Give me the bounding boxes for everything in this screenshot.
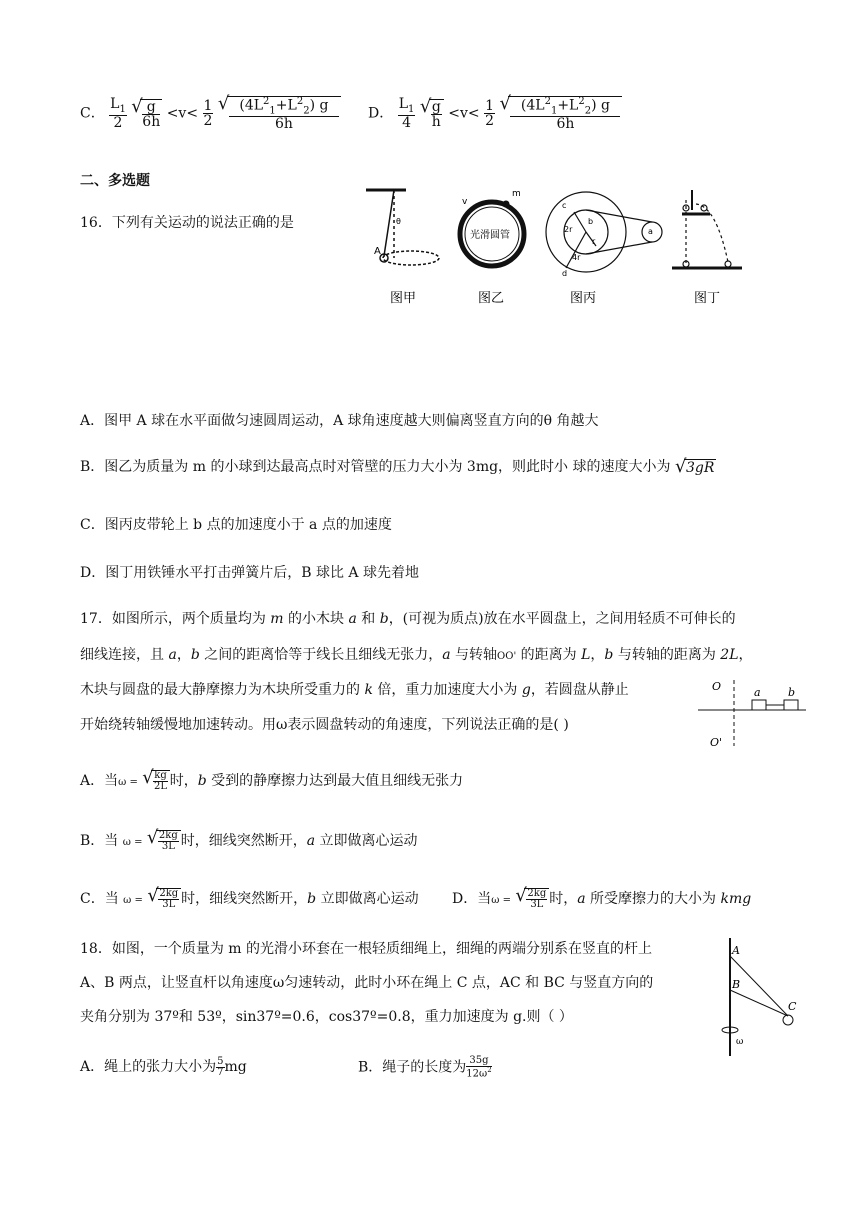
caption-ding: 图丁: [694, 291, 721, 306]
q17-figure: [698, 676, 810, 752]
caption-bing: 图丙: [570, 291, 597, 306]
q18-line2: A、B 两点，让竖直杆以角速度ω匀速转动，此时小环在绳上 C 点，AC 和 BC 与竖直方向的: [80, 975, 654, 991]
q17-line4: 开始绕转轴缓慢地加速转动。用ω表示圆盘转动的角速度，下列说法正确的是( ): [80, 717, 569, 733]
q17-option-d: D．当ω = √ $\frac{2kg}{3L}$ 时，a 所受摩擦力的大小为 kmg: [452, 888, 751, 910]
caption-jia: 图甲: [390, 291, 417, 306]
q17-line1: 17．如图所示，两个质量均为 m 的小木块 a 和 b，(可视为质点)放在水平圆盘上，之间用轻质不可伸长的: [80, 611, 736, 627]
label-m: m: [512, 189, 521, 199]
label-o-prime: O': [710, 736, 723, 749]
label-v: v: [462, 197, 468, 207]
option-d-top: D． $\frac{L_1}{4}$ √ $\frac{g}{h}$ <v< $\frac{1}{2}$ √ $\frac{(4L^2_1+L^2_2) g}{6h}$: [368, 96, 622, 131]
q17-line2: 细线连接，且 a，b 之间的距离恰等于线长且细线无张力，a 与转轴OO' 的距离为 L，b 与转轴的距离为 2L，: [80, 647, 753, 663]
q18-figure: [708, 936, 804, 1060]
label-b: b: [788, 686, 796, 699]
q17-line3: 木块与圆盘的最大静摩擦力为木块所受重力的 k 倍，重力加速度大小为 g，若圆盘从静止: [80, 682, 629, 698]
q16-option-d: D．图丁用铁锤水平打击弹簧片后，B 球比 A 球先着地: [80, 565, 419, 581]
label-a: a: [754, 686, 761, 699]
q16-option-a: A．图甲 A 球在水平面做匀速圆周运动，A 球角速度越大则偏离竖直方向的θ 角越大: [80, 413, 599, 429]
q18-option-a: A．绳上的张力大小为 $\frac{5}{7}$ mg: [80, 1055, 247, 1078]
label-c: c: [562, 201, 567, 210]
q16-option-c: C．图丙皮带轮上 b 点的加速度小于 a 点的加速度: [80, 517, 392, 533]
label-2r: 2r: [564, 225, 573, 234]
label-a: A: [374, 246, 381, 257]
q18-option-b: B．绳子的长度为 $\frac{35g}{12\omega^2}$: [358, 1055, 492, 1080]
q17-option-a: A．当ω = √ $\frac{kg}{2L}$ 时，b 受到的静摩擦力达到最大值且细线无张力: [80, 770, 463, 792]
label-d: d: [562, 269, 568, 278]
q16-stem: 16．下列有关运动的说法正确的是: [80, 215, 294, 231]
label-4r: 4r: [572, 253, 581, 262]
q18-line1: 18．如图，一个质量为 m 的光滑小环套在一根轻质细绳上，细绳的两端分别系在竖直的杆上: [80, 941, 652, 957]
q17-option-b: B．当 ω = √ $\frac{2kg}{3L}$ 时，细线突然断开，a 立即做离心运动: [80, 830, 418, 852]
label-b: B: [732, 978, 741, 991]
option-c-top: C． $\frac{L_1}{2}$ √ $\frac{g}{6h}$ <v< $\frac{1}{2}$ √ $\frac{(4L^2_1+L^2_2) g}{6h}$: [80, 96, 341, 131]
label-r: r: [592, 237, 596, 246]
figure-ding: [672, 190, 742, 268]
fraction: $\frac{L_1}{2}$: [110, 96, 126, 132]
option-label: C．: [80, 105, 105, 122]
q17-option-c: C．当 ω = √ $\frac{2kg}{3L}$ 时，细线突然断开，b 立即做离心运动: [80, 888, 419, 910]
label-a2: a: [648, 227, 653, 236]
label-theta: θ: [396, 217, 401, 226]
label-tube: 光滑圆管: [470, 230, 510, 241]
q16-option-b: B．图乙为质量为 m 的小球到达最高点时对管壁的压力大小为 3mg，则此时小 球的速度大小为 √ 3gR: [80, 456, 716, 476]
q16-figures: [366, 186, 766, 314]
label-o: O: [712, 680, 722, 693]
caption-yi: 图乙: [478, 291, 505, 306]
sqrt: √ $\frac{g}{6h}$: [131, 99, 162, 129]
label-a: A: [732, 944, 740, 957]
q18-line3: 夹角分别为 37º和 53º，sin37º=0.6，cos37º=0.8，重力加速度为 g.则（ ）: [80, 1009, 573, 1025]
section-title: 二、多选题: [80, 173, 150, 189]
label-omega: ω: [736, 1037, 744, 1047]
label-c: C: [788, 1000, 797, 1013]
label-b: b: [588, 217, 594, 226]
